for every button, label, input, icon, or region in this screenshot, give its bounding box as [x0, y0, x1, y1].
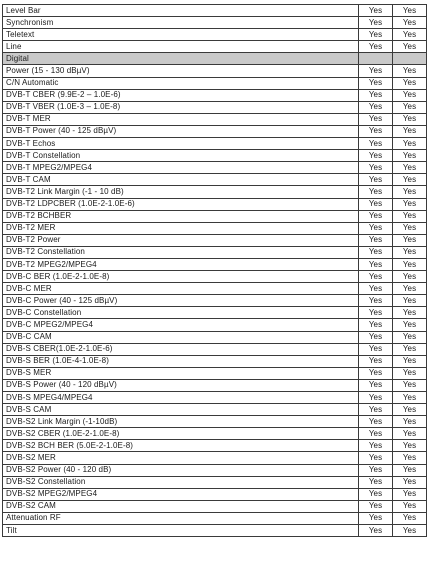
feature-label: DVB-T2 MPEG2/MPEG4: [3, 258, 359, 270]
feature-label: Power (15 - 130 dBµV): [3, 65, 359, 77]
feature-label: DVB-T MER: [3, 113, 359, 125]
support-cell-b: Yes: [393, 162, 427, 174]
support-cell-a: Yes: [359, 246, 393, 258]
support-cell-b: Yes: [393, 319, 427, 331]
support-cell-a: Yes: [359, 101, 393, 113]
support-cell-b: Yes: [393, 295, 427, 307]
table-row: [3, 65, 427, 77]
support-cell-a: Yes: [359, 210, 393, 222]
support-cell-a: Yes: [359, 404, 393, 416]
support-cell-b: Yes: [393, 271, 427, 283]
support-cell-b: Yes: [393, 416, 427, 428]
support-cell-b: Yes: [393, 379, 427, 391]
table-row: [3, 500, 427, 512]
support-cell-a: Yes: [359, 464, 393, 476]
table-row: [3, 476, 427, 488]
support-cell-a: Yes: [359, 222, 393, 234]
support-cell-a: Yes: [359, 271, 393, 283]
table-row: [3, 379, 427, 391]
table-row: [3, 319, 427, 331]
support-cell-a: Yes: [359, 138, 393, 150]
support-cell-a: Yes: [359, 234, 393, 246]
support-cell-a: Yes: [359, 512, 393, 524]
feature-label: DVB-S2 MER: [3, 452, 359, 464]
support-cell-a: Yes: [359, 295, 393, 307]
support-cell-b: Yes: [393, 283, 427, 295]
feature-label: DVB-C BER (1.0E-2-1.0E-8): [3, 271, 359, 283]
feature-label: DVB-T CBER (9.9E-2 – 1.0E-6): [3, 89, 359, 101]
support-cell-b: Yes: [393, 500, 427, 512]
table-row: [3, 331, 427, 343]
feature-label: Teletext: [3, 29, 359, 41]
support-cell-a: Yes: [359, 440, 393, 452]
support-cell-b: Yes: [393, 355, 427, 367]
feature-label: DVB-C MPEG2/MPEG4: [3, 319, 359, 331]
support-cell-a: Yes: [359, 65, 393, 77]
support-cell-b: Yes: [393, 125, 427, 137]
support-cell-b: Yes: [393, 464, 427, 476]
support-cell-b: Yes: [393, 138, 427, 150]
section-header-row: [3, 53, 427, 65]
support-cell-a: Yes: [359, 525, 393, 537]
support-cell-b: Yes: [393, 17, 427, 29]
table-row: [3, 41, 427, 53]
feature-label: DVB-T2 Power: [3, 234, 359, 246]
support-cell-a: Yes: [359, 17, 393, 29]
feature-label: DVB-T2 Constellation: [3, 246, 359, 258]
table-row: [3, 488, 427, 500]
support-cell-a: Yes: [359, 77, 393, 89]
feature-label: DVB-T CAM: [3, 174, 359, 186]
feature-label: DVB-S2 MPEG2/MPEG4: [3, 488, 359, 500]
support-cell-a: Yes: [359, 452, 393, 464]
table-row: [3, 162, 427, 174]
table-row: [3, 89, 427, 101]
feature-label: DVB-C Power (40 - 125 dBµV): [3, 295, 359, 307]
table-row: [3, 367, 427, 379]
feature-label: DVB-S2 BCH BER (5.0E-2-1.0E-8): [3, 440, 359, 452]
feature-label: Synchronism: [3, 17, 359, 29]
support-cell-a: Yes: [359, 29, 393, 41]
support-cell-b: Yes: [393, 29, 427, 41]
table-row: [3, 440, 427, 452]
table-row: [3, 428, 427, 440]
table-row: [3, 222, 427, 234]
support-cell-b: Yes: [393, 331, 427, 343]
table-row: [3, 464, 427, 476]
feature-label: DVB-T MPEG2/MPEG4: [3, 162, 359, 174]
table-row: [3, 101, 427, 113]
support-cell-a: Yes: [359, 392, 393, 404]
support-cell-a: Yes: [359, 41, 393, 53]
feature-table: [2, 4, 427, 537]
support-cell-b: Yes: [393, 525, 427, 537]
support-cell-b: Yes: [393, 41, 427, 53]
support-cell-a: Yes: [359, 198, 393, 210]
table-row: [3, 355, 427, 367]
support-cell-b: Yes: [393, 258, 427, 270]
support-cell-a: Yes: [359, 307, 393, 319]
support-cell-b: Yes: [393, 440, 427, 452]
support-cell-b: Yes: [393, 343, 427, 355]
feature-label: Tilt: [3, 525, 359, 537]
feature-label: DVB-T2 MER: [3, 222, 359, 234]
support-cell-a: Yes: [359, 174, 393, 186]
support-cell-b: Yes: [393, 5, 427, 17]
feature-label: DVB-S2 Power (40 - 120 dB): [3, 464, 359, 476]
feature-label: C/N Automatic: [3, 77, 359, 89]
feature-label: DVB-S2 CAM: [3, 500, 359, 512]
support-cell-a: Yes: [359, 162, 393, 174]
support-cell-b: Yes: [393, 65, 427, 77]
support-cell-a: Yes: [359, 367, 393, 379]
feature-label: DVB-S MER: [3, 367, 359, 379]
support-cell-b: Yes: [393, 307, 427, 319]
feature-table-body: [3, 5, 427, 537]
support-cell-a: Yes: [359, 343, 393, 355]
table-row: [3, 283, 427, 295]
support-cell-a: Yes: [359, 89, 393, 101]
support-cell-a: Yes: [359, 355, 393, 367]
support-cell-b: Yes: [393, 186, 427, 198]
table-row: [3, 307, 427, 319]
feature-label: DVB-T2 LDPCBER (1.0E-2-1.0E-6): [3, 198, 359, 210]
feature-label: DVB-S2 Link Margin (-1-10dB): [3, 416, 359, 428]
support-cell-b: Yes: [393, 101, 427, 113]
support-cell-b: Yes: [393, 174, 427, 186]
table-row: [3, 125, 427, 137]
table-row: [3, 234, 427, 246]
support-cell-b: Yes: [393, 476, 427, 488]
table-row: [3, 246, 427, 258]
support-cell-a: [359, 53, 393, 65]
table-row: [3, 271, 427, 283]
support-cell-a: Yes: [359, 476, 393, 488]
table-row: [3, 29, 427, 41]
feature-label: DVB-T Power (40 - 125 dBµV): [3, 125, 359, 137]
support-cell-b: Yes: [393, 392, 427, 404]
feature-label: DVB-T Echos: [3, 138, 359, 150]
support-cell-a: Yes: [359, 500, 393, 512]
support-cell-a: Yes: [359, 379, 393, 391]
support-cell-b: Yes: [393, 89, 427, 101]
support-cell-a: Yes: [359, 125, 393, 137]
table-row: [3, 138, 427, 150]
feature-label: DVB-S BER (1.0E-4-1.0E-8): [3, 355, 359, 367]
feature-label: DVB-S CAM: [3, 404, 359, 416]
feature-label: Line: [3, 41, 359, 53]
table-row: [3, 77, 427, 89]
feature-label: DVB-T Constellation: [3, 150, 359, 162]
feature-label: DVB-T VBER (1.0E-3 – 1.0E-8): [3, 101, 359, 113]
support-cell-b: Yes: [393, 488, 427, 500]
support-cell-b: Yes: [393, 246, 427, 258]
support-cell-b: Yes: [393, 428, 427, 440]
support-cell-b: Yes: [393, 113, 427, 125]
support-cell-a: Yes: [359, 416, 393, 428]
support-cell-a: Yes: [359, 186, 393, 198]
table-row: [3, 416, 427, 428]
support-cell-a: Yes: [359, 258, 393, 270]
feature-label: DVB-T2 BCHBER: [3, 210, 359, 222]
feature-label: DVB-C Constellation: [3, 307, 359, 319]
support-cell-a: Yes: [359, 5, 393, 17]
section-label: Digital: [3, 53, 359, 65]
table-row: [3, 392, 427, 404]
feature-label: Attenuation RF: [3, 512, 359, 524]
table-row: [3, 210, 427, 222]
support-cell-a: Yes: [359, 428, 393, 440]
feature-label: DVB-T2 Link Margin (-1 - 10 dB): [3, 186, 359, 198]
support-cell-b: Yes: [393, 234, 427, 246]
support-cell-a: Yes: [359, 488, 393, 500]
support-cell-b: Yes: [393, 512, 427, 524]
support-cell-b: Yes: [393, 77, 427, 89]
feature-label: DVB-S Power (40 - 120 dBµV): [3, 379, 359, 391]
feature-label: DVB-C CAM: [3, 331, 359, 343]
support-cell-a: Yes: [359, 113, 393, 125]
feature-label: DVB-S2 CBER (1.0E-2-1.0E-8): [3, 428, 359, 440]
spec-sheet: [2, 4, 427, 537]
support-cell-b: Yes: [393, 367, 427, 379]
support-cell-a: Yes: [359, 283, 393, 295]
table-row: [3, 5, 427, 17]
table-row: [3, 404, 427, 416]
table-row: [3, 295, 427, 307]
table-row: [3, 174, 427, 186]
support-cell-b: Yes: [393, 210, 427, 222]
feature-label: DVB-S CBER(1.0E-2-1.0E-6): [3, 343, 359, 355]
feature-label: DVB-C MER: [3, 283, 359, 295]
feature-label: DVB-S MPEG4/MPEG4: [3, 392, 359, 404]
support-cell-b: [393, 53, 427, 65]
support-cell-b: Yes: [393, 222, 427, 234]
table-row: [3, 343, 427, 355]
table-row: [3, 512, 427, 524]
table-row: [3, 258, 427, 270]
support-cell-b: Yes: [393, 150, 427, 162]
feature-label: DVB-S2 Constellation: [3, 476, 359, 488]
support-cell-a: Yes: [359, 150, 393, 162]
support-cell-a: Yes: [359, 319, 393, 331]
support-cell-a: Yes: [359, 331, 393, 343]
support-cell-b: Yes: [393, 404, 427, 416]
table-row: [3, 150, 427, 162]
support-cell-b: Yes: [393, 452, 427, 464]
feature-label: Level Bar: [3, 5, 359, 17]
table-row: [3, 198, 427, 210]
table-row: [3, 186, 427, 198]
support-cell-b: Yes: [393, 198, 427, 210]
table-row: [3, 525, 427, 537]
table-row: [3, 113, 427, 125]
table-row: [3, 17, 427, 29]
table-row: [3, 452, 427, 464]
